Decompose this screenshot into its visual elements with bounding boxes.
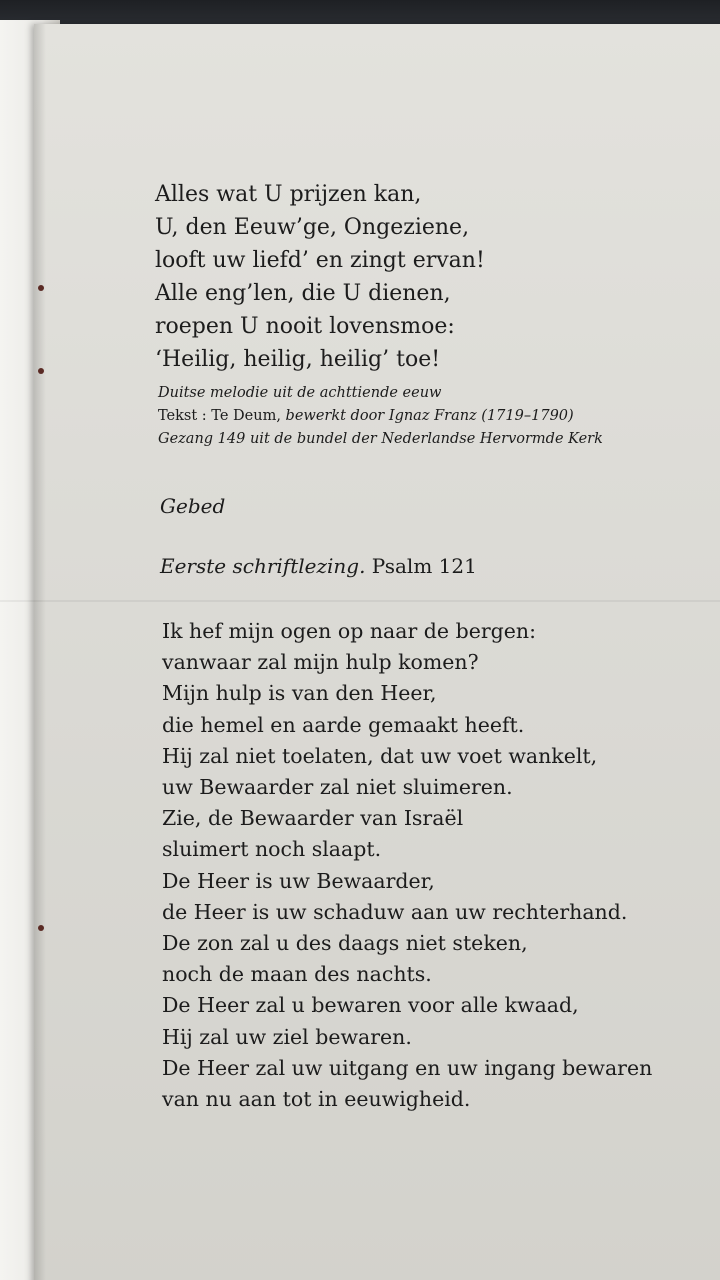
psalm-line: de Heer is uw schaduw aan uw rechterhand. (162, 899, 628, 924)
binding-stitch (38, 368, 44, 374)
text-credit-prefix: Tekst : Te Deum, (158, 408, 281, 424)
psalm-line: van nu aan tot in eeuwigheid. (162, 1087, 471, 1112)
reading-heading (160, 554, 477, 578)
psalm-line: sluimert noch slaapt. (162, 837, 382, 862)
psalm-line: De zon zal u des daags niet steken, (162, 931, 528, 956)
psalm-line: vanwaar zal mijn hulp komen? (162, 650, 479, 675)
text-credit (158, 405, 603, 428)
psalm-line: De Heer zal uw uitgang en uw ingang bewaren (162, 1055, 653, 1080)
psalm-line: uw Bewaarder zal niet sluimeren. (162, 775, 513, 800)
hymn-verse (155, 178, 485, 376)
verse-line: U, den Eeuw’ge, Ongeziene, (155, 215, 470, 240)
page-spine-shadow (34, 24, 46, 1280)
psalm-line: die hemel en aarde gemaakt heeft. (162, 712, 525, 737)
psalm-line: Ik hef mijn ogen op naar de bergen: (162, 619, 536, 643)
binding-stitch (38, 285, 44, 291)
psalm-line: Zie, de Bewaarder van Israël (162, 806, 464, 831)
verse-line: Alles wat U prijzen kan, (155, 182, 422, 207)
reading-label: Eerste schriftlezing. (160, 554, 366, 578)
prayer-heading: Gebed (160, 494, 226, 518)
psalm-line: noch de maan des nachts. (162, 962, 432, 987)
binding-stitch (38, 925, 44, 931)
melody-credit: Duitse melodie uit de achttiende eeuw (158, 385, 442, 401)
psalm-line: Mijn hulp is van den Heer, (162, 681, 437, 706)
verse-line: looft uw liefd’ en zingt ervan! (155, 248, 485, 273)
verse-line: roepen U nooit lovensmoe: (155, 314, 455, 339)
source-credit: Gezang 149 uit de bundel der Nederlandse Hervormde Kerk (158, 431, 603, 447)
psalm-line: Hij zal uw ziel bewaren. (162, 1024, 412, 1049)
verse-line: ‘Heilig, heilig, heilig’ toe! (155, 347, 441, 372)
hymn-credits (158, 382, 603, 451)
text-credit-rest: bewerkt door Ignaz Franz (1719–1790) (280, 408, 574, 424)
psalm-line: De Heer is uw Bewaarder, (162, 868, 435, 893)
reading-reference: Psalm 121 (365, 554, 477, 578)
psalm-text (162, 616, 652, 1115)
psalm-line: De Heer zal u bewaren voor alle kwaad, (162, 993, 579, 1018)
psalm-line: Hij zal niet toelaten, dat uw voet wankelt, (162, 743, 598, 768)
paper-crease (0, 600, 720, 602)
verse-line: Alle eng’len, die U dienen, (155, 281, 451, 306)
